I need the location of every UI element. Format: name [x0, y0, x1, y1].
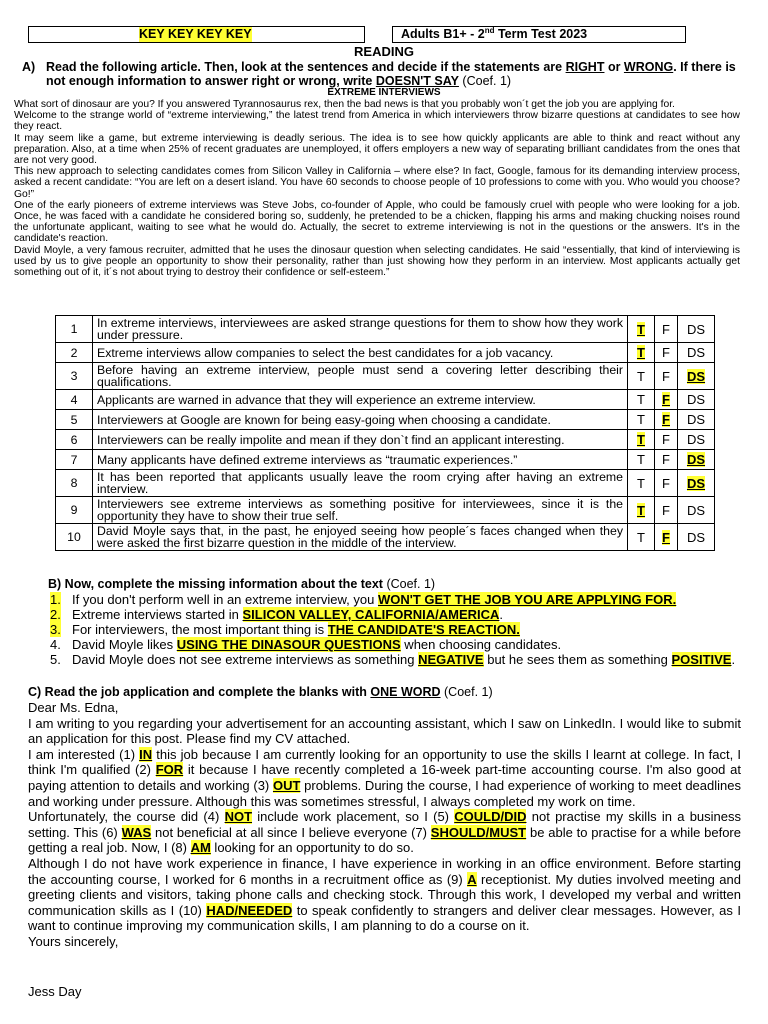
option-t: T — [637, 502, 645, 518]
option-f: F — [662, 345, 670, 360]
letter-text: looking for an opportunity to do so. — [210, 840, 414, 856]
option-f: F — [662, 392, 670, 407]
statement-row — [56, 524, 715, 551]
article-paragraph: David Moyle, a very famous recruiter, admitted that he uses the dinosaur question when selecting candidates. He said “essentially, that kind of interviewing is used by us to give people an opportunity to show their personality, rather than just showing how they perform in an interview. Most applicants actually get something out of it, it´s not about trying to destroy their confidence or self-esteem.” — [14, 244, 740, 279]
statement-number: 8 — [56, 470, 93, 497]
job-application-letter — [28, 700, 741, 950]
item-answer: THE CANDIDATE'S REACTION. — [327, 622, 520, 637]
letter-text: not beneficial at all since I believe everyone (7) — [151, 824, 431, 840]
statement-row — [56, 363, 715, 390]
answer-8: AM — [190, 840, 211, 856]
item-answer: SILICON VALLEY, CALIFORNIA/AMERICA — [242, 607, 500, 622]
statement-number: 3 — [56, 363, 93, 390]
statement-number: 10 — [56, 524, 93, 551]
option-ds: DS — [686, 529, 706, 545]
section-b-heading — [48, 577, 435, 591]
letter-paragraph — [28, 747, 741, 809]
option-ds-cell — [678, 430, 715, 450]
statement-number: 7 — [56, 450, 93, 470]
option-t-cell — [628, 497, 655, 524]
item-number: 3. — [50, 622, 61, 637]
item-number: 1. — [50, 592, 61, 607]
statement-text: Interviewers see extreme interviews as something positive for interviewees, since it is the opportunity they have to show their true self. — [93, 497, 628, 524]
option-f: F — [662, 475, 670, 491]
key-header-box — [28, 26, 365, 43]
option-f: F — [662, 452, 670, 467]
item-text: . — [499, 607, 504, 622]
option-t-cell — [628, 316, 655, 343]
answer-10: HAD/NEEDED — [206, 902, 293, 918]
option-ds-cell — [678, 450, 715, 470]
item-answer: POSITIVE — [671, 652, 732, 667]
option-t: T — [637, 529, 645, 545]
statement-number: 1 — [56, 316, 93, 343]
letter-text: to speak confidently to strangers and deliver clear messages. However, as I want to continue improving my communication skills, I am planning to do a course on it. — [28, 902, 741, 934]
section-b-item — [50, 622, 750, 637]
key-label: KEY KEY KEY KEY — [139, 27, 252, 41]
test-prefix: Adults B1+ - 2 — [401, 27, 485, 41]
item-text: Extreme interviews started in — [72, 607, 243, 622]
option-t-cell — [628, 524, 655, 551]
item-answer: WON'T GET THE JOB YOU ARE APPLYING FOR. — [377, 592, 677, 607]
option-t-cell — [628, 390, 655, 410]
option-ds-cell — [678, 524, 715, 551]
item-number: 5. — [50, 652, 61, 667]
item-text: David Moyle does not see extreme interviews as something — [72, 652, 419, 667]
answer-2: FOR — [155, 762, 184, 778]
article-title: EXTREME INTERVIEWS — [327, 87, 441, 98]
letter-text: Although I do not have work experience in finance, I have experience in working in an office environment. Before starting the accounting course, I worked for 6 months in a recruitment office as (9) — [28, 855, 741, 887]
option-f: F — [662, 321, 670, 337]
letter-paragraph: I am writing to you regarding your advertisement for an accounting assistant, which I saw on LinkedIn. I would like to submit an application for this post. Please find my CV attached. — [28, 715, 741, 747]
letter-text: it because I have recently completed a 16-week part-time accounting course. I'm also good at paying attention to details and working (3) — [28, 762, 741, 793]
option-t: T — [637, 321, 645, 337]
article-paragraph: What sort of dinosaur are you? If you answered Tyrannosaurus rex, then the bad news is that you probably won´t get the job you are applying for. — [14, 99, 675, 110]
option-f: F — [662, 529, 670, 545]
section-c-title: C) Read the job application and complete the blanks with — [28, 685, 371, 699]
option-t-cell — [628, 410, 655, 430]
letter-text: include work placement, so I (5) — [252, 809, 455, 825]
option-t: T — [637, 432, 645, 447]
option-t: T — [637, 412, 645, 427]
section-b-item — [50, 592, 750, 607]
option-f-cell — [655, 470, 678, 497]
option-ds: DS — [686, 412, 706, 427]
coef-label: (Coef. 1) — [440, 685, 493, 699]
coef-label: (Coef. 1) — [382, 577, 436, 591]
answer-7: SHOULD/MUST — [430, 824, 527, 840]
statement-text: Many applicants have defined extreme interviews as “traumatic experiences.” — [93, 450, 628, 470]
option-t-cell — [628, 343, 655, 363]
answer-3: OUT — [272, 777, 301, 793]
one-word-label: ONE WORD — [370, 685, 441, 699]
instruction-part: . If there is not enough information to answer right or wrong, write — [46, 60, 736, 88]
statement-row — [56, 430, 715, 450]
item-text: but he sees them as something — [483, 652, 672, 667]
statement-number: 6 — [56, 430, 93, 450]
option-t-cell — [628, 430, 655, 450]
option-t-cell — [628, 363, 655, 390]
right-word: RIGHT — [565, 60, 605, 74]
option-ds: DS — [686, 432, 706, 447]
option-ds: DS — [686, 392, 706, 407]
statement-row — [56, 316, 715, 343]
option-ds-cell — [678, 410, 715, 430]
statement-row — [56, 497, 715, 524]
option-f-cell — [655, 390, 678, 410]
letter-text: be able to practise for a while before getting a real job. Now, I (8) — [28, 824, 741, 856]
section-b-item — [50, 652, 750, 667]
section-b-title: B) Now, complete the missing information about the text — [48, 577, 383, 591]
test-suffix: Term Test 2023 — [494, 27, 588, 41]
option-ds-cell — [678, 343, 715, 363]
option-t: T — [637, 345, 645, 360]
option-t: T — [637, 368, 645, 384]
option-f: F — [662, 412, 670, 427]
option-ds: DS — [686, 345, 706, 360]
letter-signature: Jess Day — [28, 984, 82, 999]
section-c-heading — [28, 685, 493, 699]
answer-9: A — [467, 871, 477, 887]
statement-number: 4 — [56, 390, 93, 410]
statement-text: David Moyle says that, in the past, he enjoyed seeing how people´s faces changed when they were asked the first bizarre question in the middle of the interview. — [93, 524, 628, 551]
option-f-cell — [655, 363, 678, 390]
option-ds: DS — [686, 452, 706, 467]
option-f-cell — [655, 450, 678, 470]
statement-number: 2 — [56, 343, 93, 363]
section-b-item — [50, 637, 750, 652]
answer-5: COULD/DID — [454, 809, 527, 825]
letter-text: receptionist. My duties involved meeting and greeting clients and visitors, taking phone calls and checking stock. Through this work, I developed my verbal and written communication skills as I (10) — [28, 871, 741, 918]
option-t: T — [637, 475, 645, 491]
article-paragraph: Welcome to the strange world of “extreme interviewing,” the latest trend from America in which interviewers throw bizarre questions at candidates to see how they react. — [14, 110, 740, 133]
letter-paragraph — [28, 809, 741, 856]
test-header-box — [392, 26, 686, 43]
instruction-part: Read the following article. Then, look at the sentences and decide if the statements are — [46, 60, 566, 74]
option-f: F — [662, 432, 670, 447]
statement-row — [56, 410, 715, 430]
option-t: T — [637, 452, 645, 467]
statement-text: It has been reported that applicants usually leave the room crying after having an extreme interview. — [93, 470, 628, 497]
statement-number: 5 — [56, 410, 93, 430]
letter-paragraph — [28, 856, 741, 934]
doesnt-say-word: DOESN'T SAY — [375, 74, 459, 88]
statement-text: Applicants are warned in advance that they will experience an extreme interview. — [93, 390, 628, 410]
option-f-cell — [655, 316, 678, 343]
option-t: T — [637, 392, 645, 407]
item-number: 2. — [50, 607, 61, 622]
letter-greeting: Dear Ms. Edna, — [28, 700, 119, 715]
statement-text: In extreme interviews, interviewees are asked strange questions for them to show how they work under pressure. — [93, 316, 628, 343]
instruction-part: or — [604, 60, 624, 74]
option-ds-cell — [678, 497, 715, 524]
option-f-cell — [655, 410, 678, 430]
option-ds-cell — [678, 390, 715, 410]
coef-label: (Coef. 1) — [458, 74, 512, 88]
letter-closing: Yours sincerely, — [28, 933, 119, 949]
answer-6: WAS — [121, 824, 152, 840]
statement-row — [56, 450, 715, 470]
test-sup: nd — [484, 25, 495, 35]
option-f: F — [662, 368, 670, 384]
true-false-table — [55, 315, 715, 551]
section-a-label: A) — [22, 60, 36, 74]
statement-text: Before having an extreme interview, people must send a covering letter describing their qualifications. — [93, 363, 628, 390]
item-answer: NEGATIVE — [418, 652, 484, 667]
section-a-text — [46, 60, 746, 88]
item-number: 4. — [50, 637, 61, 652]
item-text: For interviewers, the most important thing is — [72, 622, 328, 637]
option-f-cell — [655, 524, 678, 551]
article-body — [14, 99, 740, 278]
item-answer: USING THE DINASOUR QUESTIONS — [176, 637, 401, 652]
option-t-cell — [628, 450, 655, 470]
statement-text: Extreme interviews allow companies to select the best candidates for a job vacancy. — [93, 343, 628, 363]
section-b-item — [50, 607, 750, 622]
letter-text: problems. During the course, I had experience of working to meet deadlines and working under pressure. Although this was sometimes stressful, I always completed my work on time. — [28, 777, 741, 809]
statement-text: Interviewers at Google are known for being easy-going when choosing a candidate. — [93, 410, 628, 430]
option-ds: DS — [686, 475, 706, 491]
option-ds: DS — [686, 502, 706, 518]
option-ds: DS — [686, 368, 706, 384]
section-b-list — [50, 592, 750, 667]
answer-1: IN — [139, 746, 153, 762]
option-ds: DS — [686, 321, 706, 337]
statement-number: 9 — [56, 497, 93, 524]
item-text: when choosing candidates. — [400, 637, 562, 652]
statement-row — [56, 390, 715, 410]
option-ds-cell — [678, 316, 715, 343]
letter-text: I am interested (1) — [28, 746, 140, 762]
option-ds-cell — [678, 470, 715, 497]
article-paragraph: This new approach to selecting candidates comes from Silicon Valley in California – where else? In fact, Google, famous for its demanding interview process, asked a recent candidate: “You are left on a desert island. You have 60 seconds to choose people of 10 professions to come with you. Who would you choose? Go!” — [14, 166, 740, 200]
option-ds-cell — [678, 363, 715, 390]
option-f-cell — [655, 343, 678, 363]
article-paragraph: It may seem like a game, but extreme interviewing is deadly serious. The idea is to see how quickly applicants are able to think and react without any preparation. Also, at a time when 25% of recent graduates are unemployed, it offers employers a new way of separating brilliant candidates from the ones that are not very good. — [14, 132, 740, 167]
statement-row — [56, 470, 715, 497]
statement-row — [56, 343, 715, 363]
answer-4: NOT — [224, 809, 253, 825]
wrong-word: WRONG — [623, 60, 674, 74]
option-f: F — [662, 502, 670, 518]
option-f-cell — [655, 430, 678, 450]
letter-text: Unfortunately, the course did (4) — [28, 809, 225, 825]
item-text: David Moyle likes — [72, 637, 177, 652]
letter-text: not practise my skills in a business setting. This (6) — [28, 809, 741, 840]
article-paragraph: One of the early pioneers of extreme interviews was Steve Jobs, co-founder of Apple, who could be famously cruel with people who were looking for a job. Once, he was faced with a candidate he considered boring so, suddenly, he pretended to be a chicken, flapping his arms and making chucking noises round the unfortunate applicant, waiting to see what he would do. Actually, the secret to extreme interviewing is not in the questions or the answers. It's in the candidate's reaction. — [14, 199, 740, 245]
option-f-cell — [655, 497, 678, 524]
letter-text: this job because I am currently looking for an opportunity to use the skills I learnt at college. In fact, I think I'm qualified (2) — [28, 746, 741, 778]
item-text: . — [731, 652, 736, 667]
statement-text: Interviewers can be really impolite and mean if they don`t find an applicant interesting. — [93, 430, 628, 450]
reading-title: READING — [354, 44, 414, 59]
item-text: If you don't perform well in an extreme interview, you — [72, 592, 378, 607]
option-t-cell — [628, 470, 655, 497]
